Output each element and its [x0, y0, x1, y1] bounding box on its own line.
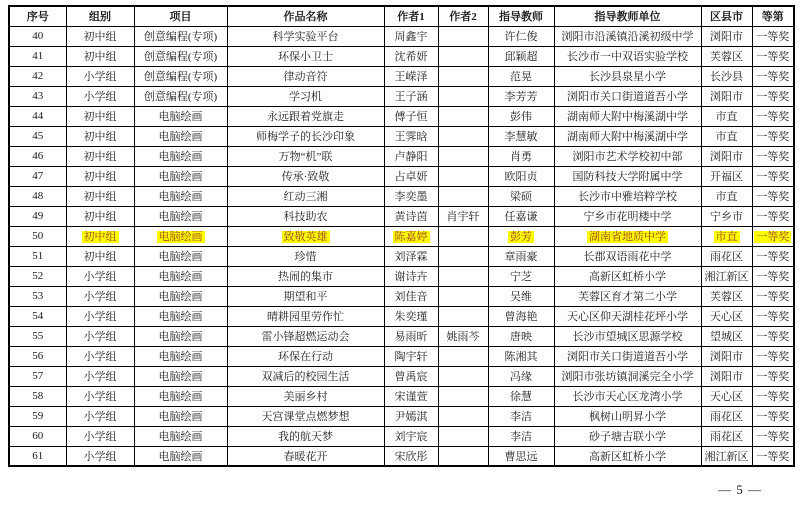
cell-project: 创意编程(专项)	[134, 66, 227, 86]
table-row	[9, 86, 794, 106]
table-row	[9, 186, 794, 206]
cell-author1: 刘佳音	[384, 286, 438, 306]
cell-group: 小学组	[66, 66, 134, 86]
cell-group: 小学组	[66, 426, 134, 446]
cell-author1: 黄诗茵	[384, 206, 438, 226]
cell-author1: 朱奕瑾	[384, 306, 438, 326]
cell-title: 永远跟着党旗走	[227, 106, 384, 126]
cell-group: 小学组	[66, 406, 134, 426]
table-row	[9, 266, 794, 286]
cell-unit: 高新区虹桥小学	[554, 446, 701, 466]
cell-author2	[438, 286, 488, 306]
cell-title: 天宫课堂点燃梦想	[227, 406, 384, 426]
cell-award: 一等奖	[752, 246, 794, 266]
cell-author1: 陶宇轩	[384, 346, 438, 366]
table-row	[9, 126, 794, 146]
cell-teacher: 许仁俊	[488, 26, 554, 46]
cell-teacher: 章雨豪	[488, 246, 554, 266]
cell-title: 万物“机”联	[227, 146, 384, 166]
cell-no: 54	[9, 306, 66, 326]
cell-award: 一等奖	[752, 306, 794, 326]
cell-title: 环保在行动	[227, 346, 384, 366]
cell-district: 湘江新区	[701, 446, 752, 466]
cell-no: 51	[9, 246, 66, 266]
cell-district: 雨花区	[701, 406, 752, 426]
cell-group: 初中组	[66, 46, 134, 66]
cell-project: 创意编程(专项)	[134, 46, 227, 66]
cell-unit: 宁乡市花明楼中学	[554, 206, 701, 226]
cell-group: 小学组	[66, 446, 134, 466]
cell-author1: 尹嫣淇	[384, 406, 438, 426]
cell-unit: 高新区虹桥小学	[554, 266, 701, 286]
cell-author1: 刘泽霖	[384, 246, 438, 266]
cell-author1: 曾禹宸	[384, 366, 438, 386]
cell-district: 浏阳市	[701, 146, 752, 166]
cell-group: 初中组	[66, 246, 134, 266]
cell-no: 58	[9, 386, 66, 406]
cell-teacher: 邱颖超	[488, 46, 554, 66]
table-row	[9, 206, 794, 226]
cell-title: 热闹的集市	[227, 266, 384, 286]
cell-district: 市直	[701, 226, 752, 246]
cell-group: 初中组	[66, 206, 134, 226]
table-row	[9, 406, 794, 426]
cell-title: 美丽乡村	[227, 386, 384, 406]
awards-table	[8, 5, 795, 467]
cell-no: 44	[9, 106, 66, 126]
cell-title: 珍惜	[227, 246, 384, 266]
cell-author2	[438, 46, 488, 66]
table-row	[9, 386, 794, 406]
cell-teacher: 李洁	[488, 426, 554, 446]
header-award: 等第	[752, 6, 794, 26]
cell-teacher: 彭芳	[488, 226, 554, 246]
cell-group: 初中组	[66, 226, 134, 246]
table-row	[9, 146, 794, 166]
cell-author2	[438, 386, 488, 406]
cell-teacher: 曾海艳	[488, 306, 554, 326]
cell-title: 环保小卫士	[227, 46, 384, 66]
header-teacher: 指导教师	[488, 6, 554, 26]
cell-title: 晴耕园里劳作忙	[227, 306, 384, 326]
cell-project: 电脑绘画	[134, 266, 227, 286]
cell-project: 电脑绘画	[134, 366, 227, 386]
cell-teacher: 梁硕	[488, 186, 554, 206]
cell-author2	[438, 406, 488, 426]
cell-teacher: 彭伟	[488, 106, 554, 126]
cell-author2	[438, 66, 488, 86]
cell-district: 芙蓉区	[701, 286, 752, 306]
table-body	[9, 26, 794, 466]
cell-district: 浏阳市	[701, 26, 752, 46]
cell-author1: 占卓妍	[384, 166, 438, 186]
header-title: 作品名称	[227, 6, 384, 26]
cell-award: 一等奖	[752, 326, 794, 346]
cell-district: 芙蓉区	[701, 46, 752, 66]
cell-project: 电脑绘画	[134, 246, 227, 266]
cell-group: 初中组	[66, 126, 134, 146]
cell-group: 小学组	[66, 306, 134, 326]
cell-unit: 浏阳市沿溪镇沿溪初级中学	[554, 26, 701, 46]
cell-author2	[438, 226, 488, 246]
cell-author2	[438, 166, 488, 186]
cell-group: 初中组	[66, 146, 134, 166]
table-row	[9, 346, 794, 366]
cell-no: 60	[9, 426, 66, 446]
cell-author2	[438, 26, 488, 46]
cell-title: 学习机	[227, 86, 384, 106]
cell-author2	[438, 366, 488, 386]
cell-teacher: 李洁	[488, 406, 554, 426]
header-unit: 指导教师单位	[554, 6, 701, 26]
cell-no: 52	[9, 266, 66, 286]
cell-award: 一等奖	[752, 446, 794, 466]
cell-author1: 刘宇宸	[384, 426, 438, 446]
cell-unit: 长沙县泉星小学	[554, 66, 701, 86]
cell-award: 一等奖	[752, 26, 794, 46]
table-row	[9, 366, 794, 386]
cell-award: 一等奖	[752, 106, 794, 126]
cell-district: 市直	[701, 106, 752, 126]
cell-unit: 长沙市天心区龙湾小学	[554, 386, 701, 406]
cell-teacher: 李慧敏	[488, 126, 554, 146]
cell-unit: 浏阳市关口街道道吾小学	[554, 346, 701, 366]
table-row	[9, 226, 794, 246]
cell-project: 电脑绘画	[134, 186, 227, 206]
cell-project: 电脑绘画	[134, 106, 227, 126]
table-row	[9, 166, 794, 186]
cell-title: 红动三湘	[227, 186, 384, 206]
cell-no: 50	[9, 226, 66, 246]
cell-unit: 砂子塘吉联小学	[554, 426, 701, 446]
cell-title: 双减后的校园生活	[227, 366, 384, 386]
cell-award: 一等奖	[752, 266, 794, 286]
cell-award: 一等奖	[752, 86, 794, 106]
cell-author1: 谢诗卉	[384, 266, 438, 286]
cell-teacher: 曹思远	[488, 446, 554, 466]
cell-no: 46	[9, 146, 66, 166]
cell-unit: 湖南师大附中梅溪湖中学	[554, 126, 701, 146]
header-district: 区县市	[701, 6, 752, 26]
cell-project: 电脑绘画	[134, 126, 227, 146]
cell-project: 创意编程(专项)	[134, 86, 227, 106]
cell-group: 初中组	[66, 26, 134, 46]
table-row	[9, 446, 794, 466]
cell-district: 浏阳市	[701, 86, 752, 106]
cell-unit: 浏阳市张坊镇洞溪完全小学	[554, 366, 701, 386]
cell-author2	[438, 86, 488, 106]
page-number: — 5 —	[718, 482, 762, 497]
table-row	[9, 246, 794, 266]
cell-author2: 姚雨芩	[438, 326, 488, 346]
cell-group: 小学组	[66, 366, 134, 386]
cell-teacher: 冯缘	[488, 366, 554, 386]
cell-project: 电脑绘画	[134, 206, 227, 226]
cell-title: 我的航天梦	[227, 426, 384, 446]
cell-district: 天心区	[701, 386, 752, 406]
cell-title: 致敬英雄	[227, 226, 384, 246]
cell-unit: 枫树山明昇小学	[554, 406, 701, 426]
cell-district: 望城区	[701, 326, 752, 346]
cell-teacher: 范晃	[488, 66, 554, 86]
cell-district: 天心区	[701, 306, 752, 326]
cell-no: 43	[9, 86, 66, 106]
cell-author1: 宋谨萱	[384, 386, 438, 406]
cell-award: 一等奖	[752, 226, 794, 246]
cell-author2	[438, 306, 488, 326]
cell-unit: 浏阳市艺术学校初中部	[554, 146, 701, 166]
header-no: 序号	[9, 6, 66, 26]
cell-author2: 肖宇轩	[438, 206, 488, 226]
cell-no: 56	[9, 346, 66, 366]
cell-district: 浏阳市	[701, 346, 752, 366]
table-row	[9, 426, 794, 446]
header-author1: 作者1	[384, 6, 438, 26]
cell-author1: 李奕墨	[384, 186, 438, 206]
cell-group: 小学组	[66, 326, 134, 346]
cell-district: 湘江新区	[701, 266, 752, 286]
cell-author1: 王子涵	[384, 86, 438, 106]
cell-teacher: 肖勇	[488, 146, 554, 166]
cell-district: 开福区	[701, 166, 752, 186]
cell-project: 创意编程(专项)	[134, 26, 227, 46]
cell-no: 55	[9, 326, 66, 346]
table-row	[9, 286, 794, 306]
cell-no: 41	[9, 46, 66, 66]
cell-group: 小学组	[66, 266, 134, 286]
cell-teacher: 宁芝	[488, 266, 554, 286]
cell-teacher: 任嘉谦	[488, 206, 554, 226]
cell-project: 电脑绘画	[134, 346, 227, 366]
cell-district: 浏阳市	[701, 366, 752, 386]
cell-unit: 浏阳市关口街道道吾小学	[554, 86, 701, 106]
cell-author2	[438, 246, 488, 266]
cell-no: 47	[9, 166, 66, 186]
cell-author2	[438, 446, 488, 466]
cell-project: 电脑绘画	[134, 426, 227, 446]
cell-author2	[438, 106, 488, 126]
cell-author2	[438, 426, 488, 446]
cell-no: 45	[9, 126, 66, 146]
header-project: 项目	[134, 6, 227, 26]
cell-title: 科学实验平台	[227, 26, 384, 46]
cell-unit: 长沙市望城区思源学校	[554, 326, 701, 346]
cell-award: 一等奖	[752, 186, 794, 206]
cell-title: 律动音符	[227, 66, 384, 86]
cell-district: 市直	[701, 186, 752, 206]
cell-group: 小学组	[66, 286, 134, 306]
cell-title: 期望和平	[227, 286, 384, 306]
cell-award: 一等奖	[752, 386, 794, 406]
cell-award: 一等奖	[752, 406, 794, 426]
cell-title: 师梅学子的长沙印象	[227, 126, 384, 146]
cell-project: 电脑绘画	[134, 446, 227, 466]
cell-author1: 沈希妍	[384, 46, 438, 66]
cell-project: 电脑绘画	[134, 146, 227, 166]
cell-title: 科技助农	[227, 206, 384, 226]
cell-title: 传承·致敬	[227, 166, 384, 186]
table-row	[9, 106, 794, 126]
cell-author1: 王嵘泽	[384, 66, 438, 86]
table-row	[9, 46, 794, 66]
cell-author2	[438, 186, 488, 206]
cell-teacher: 陈湘其	[488, 346, 554, 366]
cell-author1: 周鑫宇	[384, 26, 438, 46]
cell-district: 长沙县	[701, 66, 752, 86]
cell-no: 57	[9, 366, 66, 386]
cell-no: 40	[9, 26, 66, 46]
cell-title: 雷小锋超燃运动会	[227, 326, 384, 346]
cell-author1: 易雨昕	[384, 326, 438, 346]
cell-author1: 陈嘉婷	[384, 226, 438, 246]
cell-teacher: 李芳芳	[488, 86, 554, 106]
cell-district: 宁乡市	[701, 206, 752, 226]
cell-author1: 宋欣彤	[384, 446, 438, 466]
table-row	[9, 306, 794, 326]
cell-no: 49	[9, 206, 66, 226]
cell-unit: 湖南师大附中梅溪湖中学	[554, 106, 701, 126]
cell-project: 电脑绘画	[134, 286, 227, 306]
cell-no: 59	[9, 406, 66, 426]
cell-unit: 长沙市一中双语实验学校	[554, 46, 701, 66]
header-group: 组别	[66, 6, 134, 26]
cell-unit: 国防科技大学附属中学	[554, 166, 701, 186]
cell-author1: 王霁晗	[384, 126, 438, 146]
cell-award: 一等奖	[752, 126, 794, 146]
cell-award: 一等奖	[752, 286, 794, 306]
table-row	[9, 66, 794, 86]
cell-award: 一等奖	[752, 166, 794, 186]
cell-unit: 天心区仰天湖桂花坪小学	[554, 306, 701, 326]
cell-award: 一等奖	[752, 146, 794, 166]
cell-group: 初中组	[66, 186, 134, 206]
cell-teacher: 徐慧	[488, 386, 554, 406]
cell-author1: 傅子恒	[384, 106, 438, 126]
cell-award: 一等奖	[752, 66, 794, 86]
cell-group: 小学组	[66, 86, 134, 106]
cell-teacher: 唐映	[488, 326, 554, 346]
table-row	[9, 26, 794, 46]
cell-group: 小学组	[66, 346, 134, 366]
cell-group: 初中组	[66, 166, 134, 186]
cell-group: 初中组	[66, 106, 134, 126]
cell-author2	[438, 146, 488, 166]
cell-award: 一等奖	[752, 346, 794, 366]
cell-project: 电脑绘画	[134, 226, 227, 246]
cell-project: 电脑绘画	[134, 386, 227, 406]
cell-unit: 芙蓉区育才第二小学	[554, 286, 701, 306]
cell-teacher: 吴维	[488, 286, 554, 306]
cell-award: 一等奖	[752, 366, 794, 386]
table-row	[9, 326, 794, 346]
cell-unit: 湖南省地质中学	[554, 226, 701, 246]
cell-project: 电脑绘画	[134, 406, 227, 426]
cell-unit: 长郡双语雨花中学	[554, 246, 701, 266]
cell-project: 电脑绘画	[134, 326, 227, 346]
cell-no: 48	[9, 186, 66, 206]
cell-award: 一等奖	[752, 46, 794, 66]
cell-project: 电脑绘画	[134, 306, 227, 326]
cell-project: 电脑绘画	[134, 166, 227, 186]
cell-award: 一等奖	[752, 426, 794, 446]
cell-author2	[438, 126, 488, 146]
cell-title: 春暖花开	[227, 446, 384, 466]
cell-district: 市直	[701, 126, 752, 146]
cell-district: 雨花区	[701, 246, 752, 266]
cell-unit: 长沙市中雅培粹学校	[554, 186, 701, 206]
header-author2: 作者2	[438, 6, 488, 26]
cell-author2	[438, 346, 488, 366]
cell-award: 一等奖	[752, 206, 794, 226]
cell-group: 小学组	[66, 386, 134, 406]
table-header-row	[9, 6, 794, 26]
cell-district: 雨花区	[701, 426, 752, 446]
cell-author2	[438, 266, 488, 286]
cell-author1: 卢静阳	[384, 146, 438, 166]
cell-no: 42	[9, 66, 66, 86]
cell-no: 61	[9, 446, 66, 466]
cell-teacher: 欧阳贞	[488, 166, 554, 186]
cell-no: 53	[9, 286, 66, 306]
